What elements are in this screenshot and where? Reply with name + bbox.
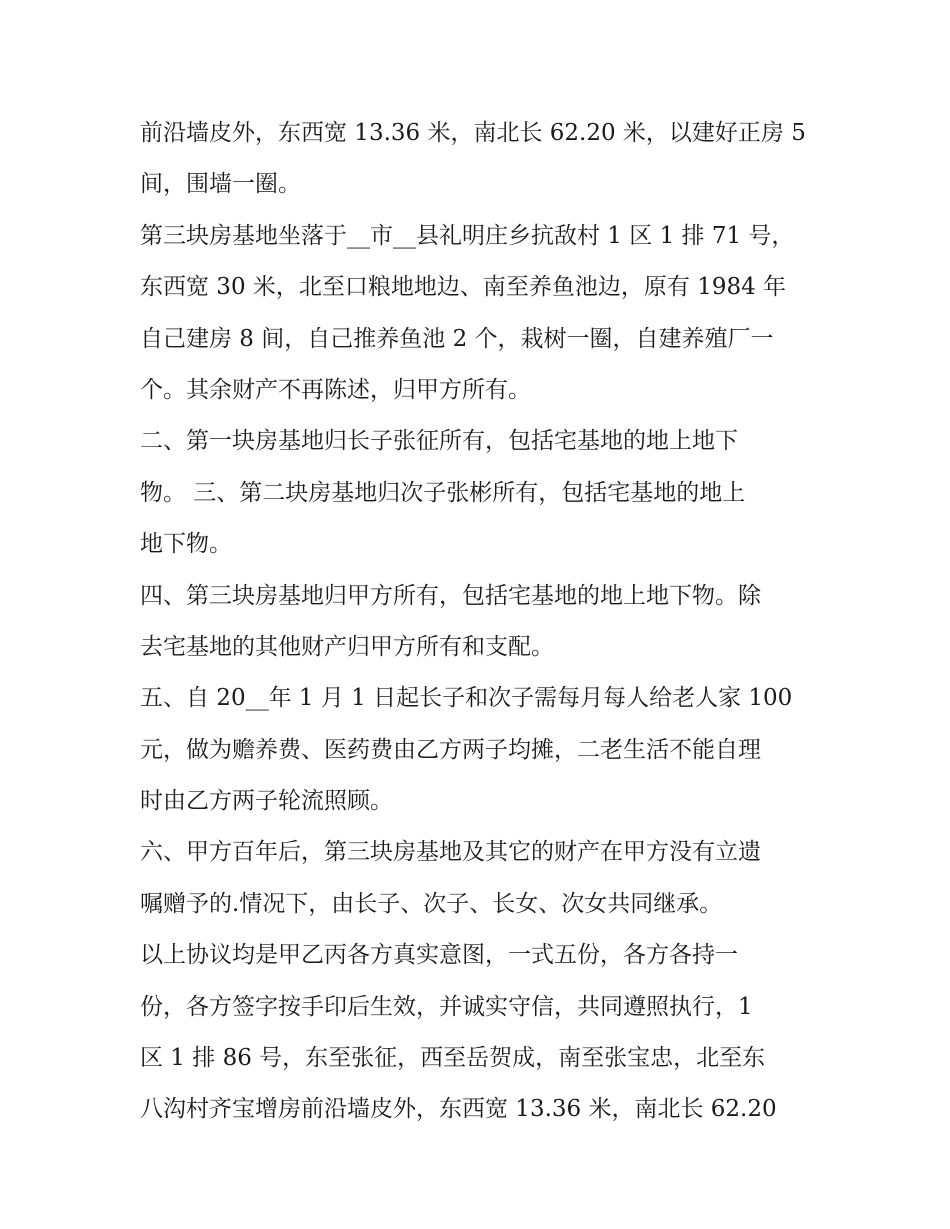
text-line: 自己建房 8 间，自己推养鱼池 2 个，栽树一圈，自建养殖厂一 [140,325,774,352]
text-line: 第三块房基地坐落于__市__县礼明庄乡抗敌村 1 区 1 排 71 号， [140,222,795,249]
text-line: 二、第一块房基地归长子张征所有，包括宅基地的地上地下 [140,428,738,455]
text-line: 间，围墙一圈。 [140,171,301,198]
text-line: 个。其余财产不再陈述，归甲方所有。 [140,376,531,403]
document-body [140,108,820,1136]
text-line: 时由乙方两子轮流照顾。 [140,788,393,815]
text-line: 地下物。 [140,531,232,558]
text-line: 元，做为赡养费、医药费由乙方两子均摊，二老生活不能自理 [140,736,761,763]
text-line: 区 1 排 86 号，东至张征，西至岳贺成，南至张宝忠，北至东 [140,1045,766,1072]
text-line: 五、自 20__年 1 月 1 日起长子和次子需每月每人给老人家 100 [140,685,793,712]
text-line: 四、第三块房基地归甲方所有，包括宅基地的地上地下物。除 [140,582,761,609]
text-line: 以上协议均是甲乙丙各方真实意图，一式五份，各方各持一 [140,942,738,969]
text-line: 东西宽 30 米，北至口粮地地边、南至养鱼池边，原有 1984 年 [140,274,787,301]
text-line: 嘱赠予的.情况下，由长子、次子、长女、次女共同继承。 [140,890,723,917]
text-line: 前沿墙皮外，东西宽 13.36 米，南北长 62.20 米，以建好正房 5 [140,120,806,146]
text-line: 份，各方签字按手印后生效，并诚实守信，共同遵照执行，1 [140,993,753,1020]
text-line: 八沟村齐宝增房前沿墙皮外，东西宽 13.36 米，南北长 62.20 [140,1096,777,1123]
text-line: 物。 三、第二块房基地归次子张彬所有，包括宅基地的地上 [140,479,746,506]
text-line: 六、甲方百年后，第三块房基地及其它的财产在甲方没有立遗 [140,839,761,866]
text-line: 去宅基地的其他财产归甲方所有和支配。 [140,633,554,660]
